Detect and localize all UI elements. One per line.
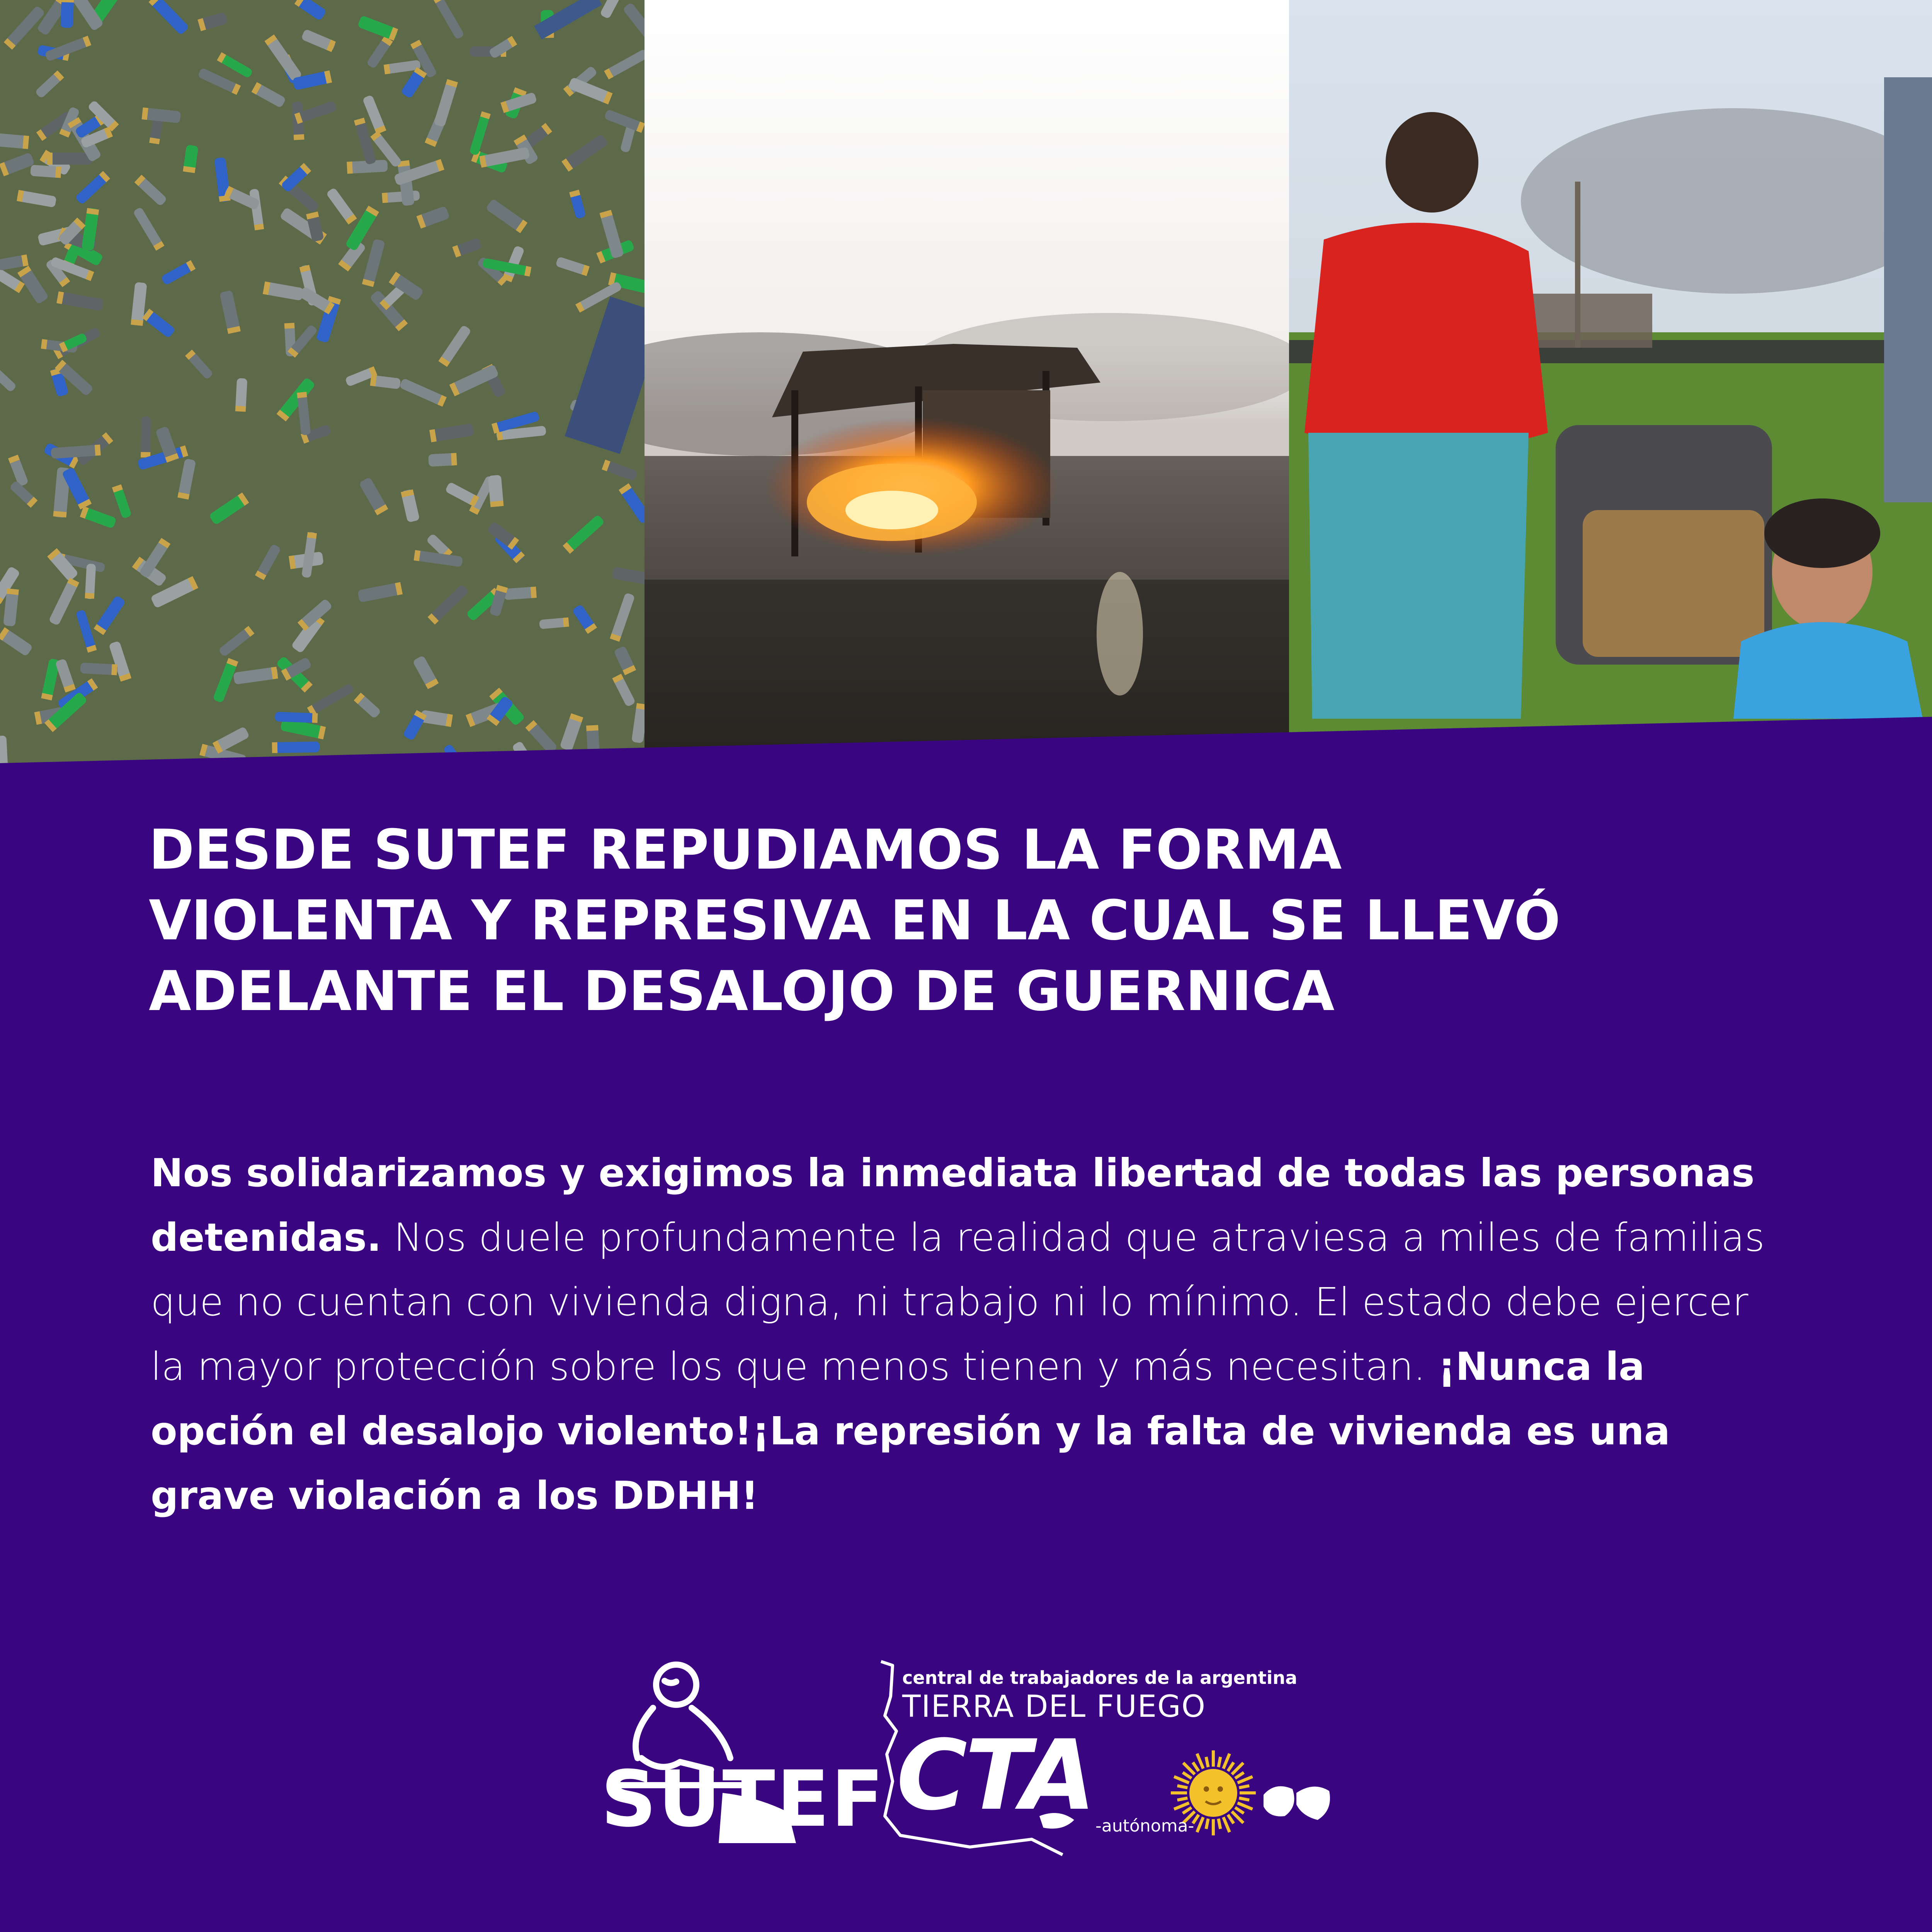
- cta-region: TIERRA DEL FUEGO: [902, 1689, 1206, 1724]
- headline: [149, 815, 1810, 1027]
- headline-line-1: DESDE SUTEF REPUDIAMOS LA FORMA: [149, 818, 1342, 882]
- statement-bold-outro: ¡Nunca la opción el desalojo violento!¡La represión y la falta de vivienda es una grave violación a los DDHH!: [151, 1344, 1670, 1518]
- cta-autonoma: -autónoma-: [1095, 1816, 1194, 1836]
- purple-slanted-edge: [0, 0, 1932, 773]
- statement-regular-text: Nos duele profundamente la realidad que atraviesa a miles de familias que no cuentan con vivienda digna, ni trabajo ni lo mínimo. El estado debe ejercer la mayor protección sobre los que menos tienen y más necesitan.: [151, 1215, 1765, 1389]
- sutef-logo-text: SUTEF: [601, 1754, 886, 1844]
- headline-line-3: ADELANTE EL DESALOJO DE GUERNICA: [149, 959, 1335, 1023]
- headline-line-2: VIOLENTA Y REPRESIVA EN LA CUAL SE LLEVÓ: [149, 889, 1561, 952]
- cta-tagline: central de trabajadores de la argentina: [902, 1667, 1298, 1688]
- statement-paragraph: [151, 1141, 1781, 1528]
- cta-logo-text: CTA: [896, 1719, 1094, 1832]
- statement-bold-intro: Nos solidarizamos y exigimos la inmediata libertad de todas las personas detenidas.: [151, 1150, 1755, 1260]
